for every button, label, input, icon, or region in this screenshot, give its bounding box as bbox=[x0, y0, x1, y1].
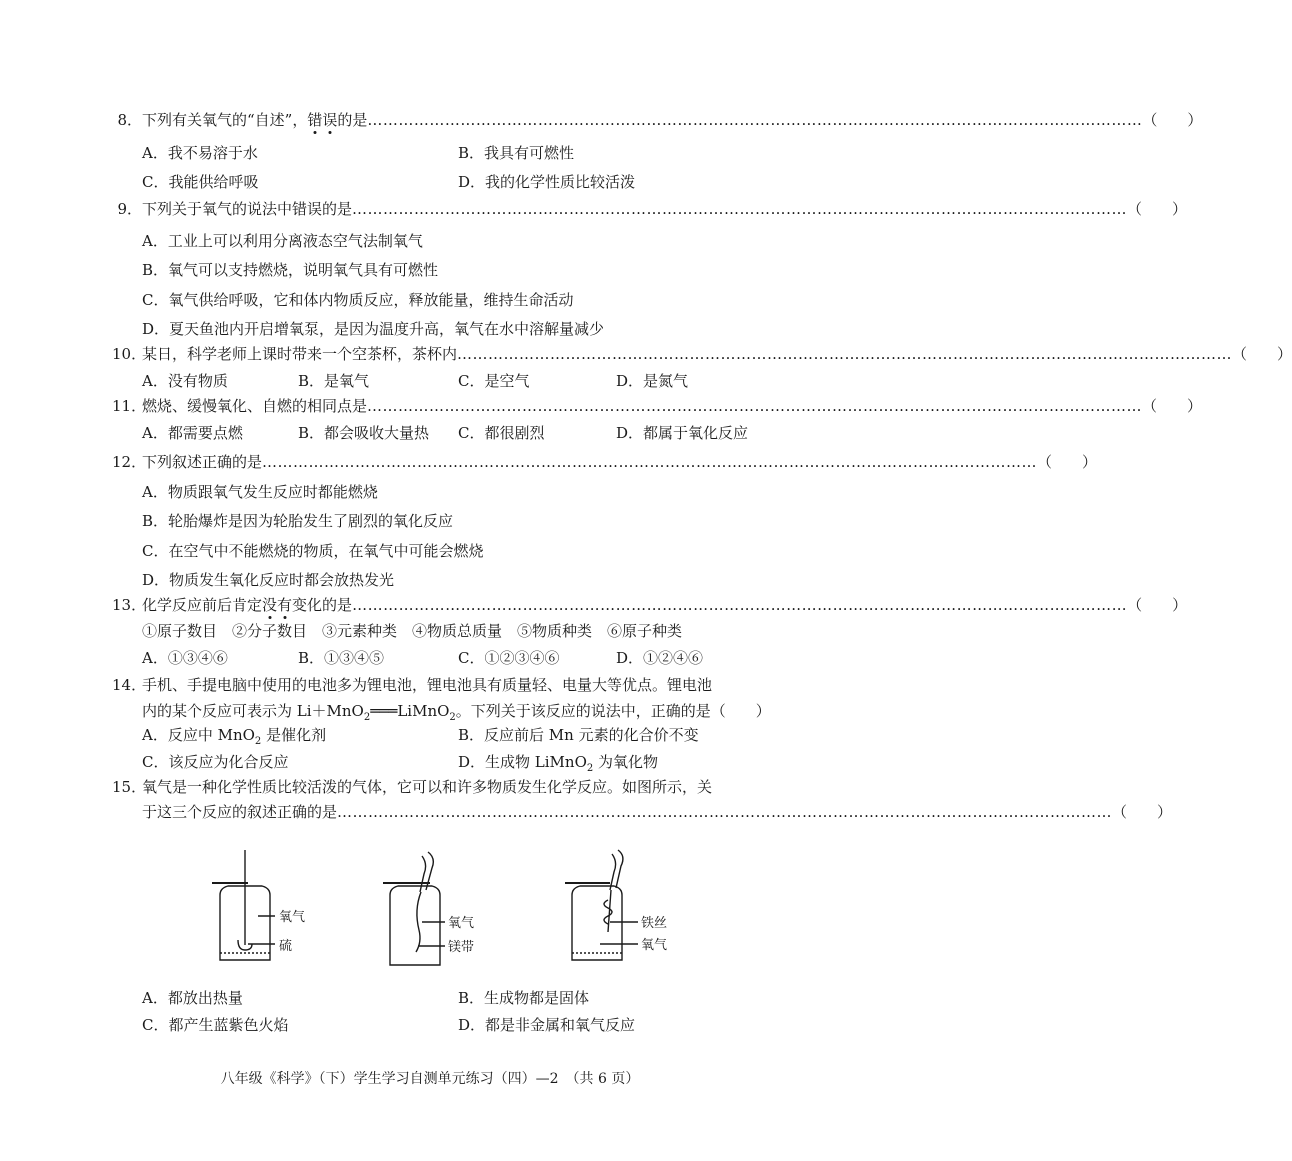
magnesium-ribbon bbox=[416, 892, 421, 952]
option-d: D．夏天鱼池内开启增氧泵，是因为温度升高，氧气在水中溶解量减少 bbox=[142, 320, 605, 338]
question-number: 8． bbox=[117, 111, 142, 129]
tongs bbox=[610, 854, 616, 890]
page-footer: 八年级《科学》（下）学生学习自测单元练习（四）—2 （共 6 页） bbox=[220, 1071, 640, 1087]
item-list: ①原子数目 ②分子数目 ③元素种类 ④物质总质量 ⑤物质种类 ⑥原子种类 bbox=[142, 622, 683, 640]
tongs bbox=[616, 850, 623, 888]
option-b: B．反应前后 Mn 元素的化合价不变 bbox=[458, 726, 699, 744]
emphasis-char: 错 bbox=[307, 111, 323, 129]
leader-dots: …………………………………………………………………………………………………………………………………… bbox=[457, 345, 1233, 363]
option-a: A．工业上可以利用分离液态空气法制氧气 bbox=[142, 232, 423, 250]
subscript: 2 bbox=[586, 763, 594, 774]
option-c: C．①②③④⑥ bbox=[458, 649, 560, 667]
option-b: B．轮胎爆炸是因为轮胎发生了剧烈的氧化反应 bbox=[142, 512, 454, 530]
answer-blank: （ ） bbox=[1142, 111, 1203, 129]
reaction-jars-figure bbox=[200, 840, 680, 980]
question-number: 15． bbox=[112, 778, 147, 796]
question-stem bbox=[142, 110, 367, 130]
option-d: D．物质发生氧化反应时都会放热发光 bbox=[142, 571, 395, 589]
option-c: C．我能供给呼吸 bbox=[142, 173, 259, 191]
subscript: 2 bbox=[363, 712, 371, 723]
question-12 bbox=[112, 452, 1098, 472]
figure-label: 硫 bbox=[279, 939, 293, 954]
emphasis-char: 没 bbox=[262, 596, 278, 614]
emphasis-char: 误 bbox=[322, 111, 338, 129]
leader-dots: …………………………………………………………………………………………………………………………………… bbox=[367, 111, 1143, 129]
stem-part: 氧气是一种化学性质比较活泼的气体，它可以和许多物质发生化学反应。如图所示，关 bbox=[142, 778, 713, 796]
question-number: 12． bbox=[112, 453, 147, 471]
question-15-line-2 bbox=[142, 802, 1173, 822]
subscript: 2 bbox=[254, 736, 262, 747]
subscript: 2 bbox=[449, 712, 456, 723]
option-d: D．都是非金属和氧气反应 bbox=[458, 1016, 636, 1034]
stem-part: 。下列关于该反应的说法中，正确的是 bbox=[455, 702, 711, 720]
question-10 bbox=[112, 344, 1292, 364]
figure-label: 铁丝 bbox=[641, 916, 668, 931]
jar-sulfur bbox=[212, 850, 275, 960]
jar-body bbox=[572, 895, 622, 960]
option-c: C．该反应为化合反应 bbox=[142, 753, 289, 771]
leader-dots: …………………………………………………………………………………………………………………………………… bbox=[352, 200, 1128, 218]
option-d: D．是氮气 bbox=[616, 372, 689, 390]
answer-blank: （ ） bbox=[1127, 200, 1188, 218]
option-part: A．反应中 MnO bbox=[142, 726, 255, 744]
option-c: C．氧气供给呼吸，它和体内物质反应，释放能量，维持生命活动 bbox=[142, 291, 574, 309]
question-8 bbox=[112, 110, 1203, 130]
option-c: C．都很剧烈 bbox=[458, 424, 545, 442]
figure-label: 氧气 bbox=[279, 910, 306, 925]
option-b: B．都会吸收大量热 bbox=[298, 424, 430, 442]
jar-iron bbox=[565, 850, 638, 960]
option-part: D．生成物 LiMnO bbox=[458, 753, 587, 771]
answer-blank: （ ） bbox=[1037, 453, 1098, 471]
question-14-line-1 bbox=[112, 675, 712, 695]
option-a: A．都需要点燃 bbox=[142, 424, 243, 442]
leader-dots: …………………………………………………………………………………………………………………………………… bbox=[262, 453, 1038, 471]
question-14-line-2 bbox=[142, 701, 771, 728]
question-number: 10． bbox=[112, 345, 147, 363]
figure-label: 氧气 bbox=[448, 916, 475, 931]
jar-magnesium bbox=[383, 852, 445, 965]
figure-label: 镁带 bbox=[448, 940, 475, 955]
stem-part: 变化的是 bbox=[292, 596, 353, 614]
stem-part: 手机、手提电脑中使用的电池多为锂电池，锂电池具有质量轻、电量大等优点。锂电池 bbox=[142, 676, 713, 694]
option-c: C．是空气 bbox=[458, 372, 530, 390]
stem-part: 化学反应前后肯定 bbox=[142, 596, 263, 614]
option-b: B．是氧气 bbox=[298, 372, 370, 390]
option-a: A．物质跟氧气发生反应时都能燃烧 bbox=[142, 483, 378, 501]
emphasis-char: 有 bbox=[277, 596, 293, 614]
option-d: D．都属于氧化反应 bbox=[616, 424, 749, 442]
option-c: C．在空气中不能燃烧的物质，在氧气中可能会燃烧 bbox=[142, 542, 484, 560]
leader-dots: …………………………………………………………………………………………………………………………………… bbox=[352, 596, 1128, 614]
question-number: 11． bbox=[112, 397, 147, 415]
question-9 bbox=[112, 199, 1188, 219]
question-stem: 燃烧、缓慢氧化、自燃的相同点是 bbox=[142, 397, 368, 415]
question-number: 13． bbox=[112, 596, 147, 614]
option-d: D．①②④⑥ bbox=[616, 649, 704, 667]
stem-part: 内的某个反应可表示为 Li＋MnO bbox=[142, 702, 364, 720]
iron-wire-coil bbox=[604, 890, 612, 932]
option-a: A．我不易溶于水 bbox=[142, 144, 258, 162]
option-a: A．没有物质 bbox=[142, 372, 228, 390]
option-part: 是催化剂 bbox=[261, 726, 327, 744]
question-stem: 下列叙述正确的是 bbox=[142, 453, 263, 471]
question-stem: 于这三个反应的叙述正确的是 bbox=[142, 803, 338, 821]
option-b: B．生成物都是固体 bbox=[458, 989, 590, 1007]
answer-blank: （ ） bbox=[1232, 345, 1292, 363]
question-stem bbox=[142, 595, 352, 615]
leader-dots: …………………………………………………………………………………………………………………………………… bbox=[337, 803, 1113, 821]
question-11 bbox=[112, 396, 1203, 416]
stem-part: ═══LiMnO bbox=[370, 702, 450, 720]
answer-blank: （ ） bbox=[1127, 596, 1188, 614]
option-a bbox=[142, 725, 326, 752]
tongs bbox=[426, 852, 433, 890]
leader-dots: …………………………………………………………………………………………………………………………………… bbox=[367, 397, 1143, 415]
option-a: A．①③④⑥ bbox=[142, 649, 228, 667]
answer-blank: （ ） bbox=[1142, 397, 1203, 415]
answer-blank: （ ） bbox=[710, 702, 771, 720]
stem-part: 的是 bbox=[337, 111, 368, 129]
option-b: B．我具有可燃性 bbox=[458, 144, 575, 162]
question-number: 14． bbox=[112, 676, 147, 694]
stem-part: 下列有关氧气的“自述”， bbox=[142, 111, 308, 129]
figure-label: 氧气 bbox=[641, 938, 668, 953]
question-stem: 下列关于氧气的说法中错误的是 bbox=[142, 200, 353, 218]
question-stem: 某日，科学老师上课时带来一个空茶杯，茶杯内 bbox=[142, 345, 458, 363]
option-b: B．①③④⑤ bbox=[298, 649, 385, 667]
question-13 bbox=[112, 595, 1188, 615]
question-15-line-1 bbox=[112, 777, 712, 797]
option-b: B．氧气可以支持燃烧，说明氧气具有可燃性 bbox=[142, 261, 439, 279]
option-d bbox=[458, 752, 658, 779]
option-a: A．都放出热量 bbox=[142, 989, 243, 1007]
jar-body bbox=[390, 895, 440, 965]
answer-blank: （ ） bbox=[1112, 803, 1173, 821]
option-d: D．我的化学性质比较活泼 bbox=[458, 173, 636, 191]
question-number: 9． bbox=[117, 200, 142, 218]
jar-shoulder bbox=[390, 886, 440, 895]
jar-shoulder bbox=[572, 886, 622, 895]
option-c: C．都产生蓝紫色火焰 bbox=[142, 1016, 289, 1034]
option-part: 为氧化物 bbox=[593, 753, 659, 771]
